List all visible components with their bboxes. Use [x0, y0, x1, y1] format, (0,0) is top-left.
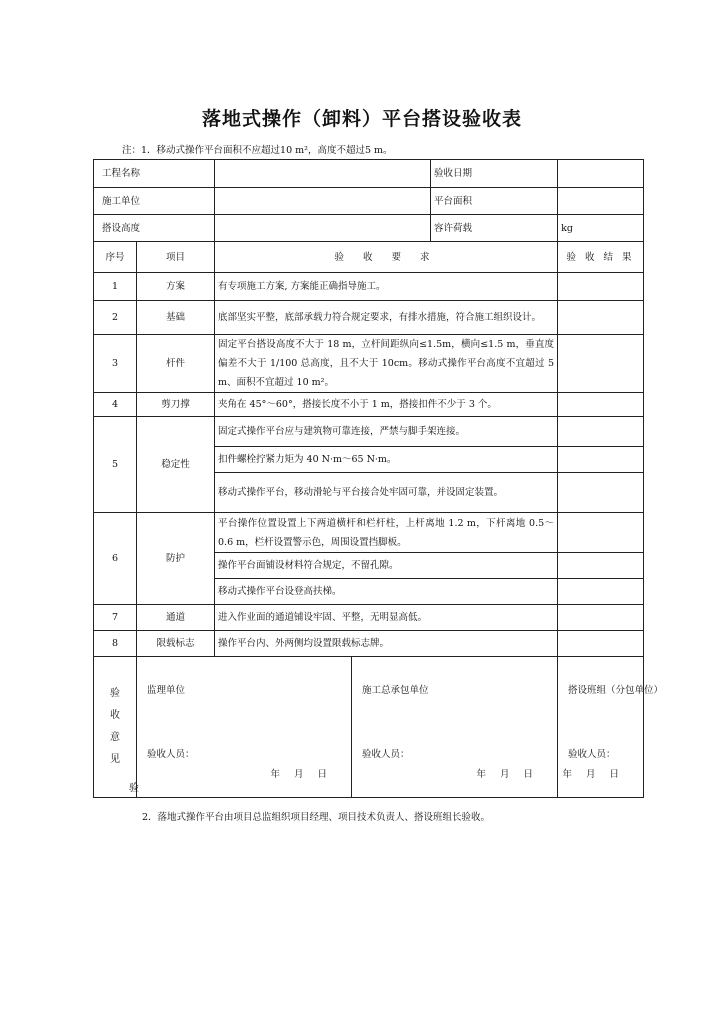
row-result[interactable] — [558, 605, 644, 631]
row-requirement: 有专项施工方案, 方案能正确指导施工。 — [215, 273, 558, 301]
check-row — [94, 393, 644, 417]
check-row — [94, 417, 644, 447]
team-inspector: 验收人员： — [568, 749, 616, 760]
erect-team-unit: 搭设班组（分包单位） — [568, 685, 664, 696]
row-item: 剪刀撑 — [137, 393, 215, 417]
row-result[interactable] — [558, 273, 644, 301]
platform-area-label: 平台面积 — [431, 188, 558, 215]
check-rows — [94, 273, 644, 657]
row-requirement: 操作平台内、外两侧均设置限载标志牌。 — [215, 631, 558, 657]
row-result[interactable] — [558, 579, 644, 605]
supervisor-unit: 监理单位 — [147, 685, 186, 696]
note-top: 注：1．移动式操作平台面积不应超过10 m²，高度不超过5 m。 — [122, 145, 393, 156]
check-row — [94, 273, 644, 301]
col-no-header: 序号 — [94, 242, 137, 273]
project-name-value[interactable] — [215, 160, 431, 188]
accept-date-value[interactable] — [558, 160, 644, 188]
row-no: 7 — [94, 605, 137, 631]
row-item: 通道 — [137, 605, 215, 631]
allowed-load-unit: kg — [558, 215, 644, 242]
check-row — [94, 513, 644, 553]
row-result[interactable] — [558, 417, 644, 447]
row-requirement: 扣件螺栓拧紧力矩为 40 N·m～65 N·m。 — [215, 447, 558, 473]
row-no: 1 — [94, 273, 137, 301]
contractor-inspector: 验收人员： — [362, 749, 410, 760]
col-result-header: 验 收 结 果 — [558, 242, 644, 273]
erect-height-label: 搭设高度 — [94, 215, 215, 242]
row-item: 防护 — [137, 513, 215, 605]
row-no: 2 — [94, 301, 137, 335]
form-grid — [93, 159, 664, 798]
opinion-label-cell — [94, 657, 137, 798]
row-result[interactable] — [558, 513, 644, 553]
opinion-label: 验收意见 — [110, 688, 120, 765]
form-wrapper — [93, 159, 664, 798]
row-requirement: 夹角在 45°～60°，搭接长度不小于 1 m，搭接扣件不少于 3 个。 — [215, 393, 558, 417]
contractor-label: 施工单位 — [94, 188, 215, 215]
col-item-header: 项目 — [137, 242, 215, 273]
row-requirement: 移动式操作平台，移动滑轮与平台接合处牢固可靠，并设固定装置。 — [215, 473, 558, 513]
row-no: 5 — [94, 417, 137, 513]
row-result[interactable] — [558, 335, 644, 393]
team-sign-cell[interactable] — [558, 657, 664, 798]
row-requirement: 移动式操作平台设登高扶梯。 — [215, 579, 558, 605]
check-row — [94, 335, 644, 393]
row-no: 8 — [94, 631, 137, 657]
row-requirement: 进入作业面的通道铺设牢固、平整，无明显高低。 — [215, 605, 558, 631]
row-item: 限载标志 — [137, 631, 215, 657]
row-result[interactable] — [558, 553, 644, 579]
row-no: 3 — [94, 335, 137, 393]
row-result[interactable] — [558, 447, 644, 473]
supervisor-sign-cell[interactable] — [137, 657, 352, 798]
row-item: 方案 — [137, 273, 215, 301]
row-requirement: 平台操作位置设置上下两道横杆和栏杆柱，上杆离地 1.2 m，下杆离地 0.5～0.6 m，栏杆设置警示色，周围设置挡脚板。 — [215, 513, 558, 553]
row-result[interactable] — [558, 473, 644, 513]
accept-date-label: 验收日期 — [431, 160, 558, 188]
note-bottom: 2．落地式操作平台由项目总监组织项目经理、项目技术负责人、搭设班组长验收。 — [142, 812, 491, 823]
row-result[interactable] — [558, 631, 644, 657]
stray-char: 验 — [129, 783, 139, 794]
row-no: 4 — [94, 393, 137, 417]
general-contractor-unit: 施工总承包单位 — [362, 685, 429, 696]
contractor-date: 年月日 — [476, 769, 548, 780]
platform-area-value[interactable] — [558, 188, 644, 215]
row-requirement: 固定平台搭设高度不大于 18 m，立杆间距纵向≤1.5m，横向≤1.5 m，垂直度偏差不大于 1/100 总高度，且不大于 10cm。移动式操作平台高度不宜超过 5 m、面积不宜超过 10 m²。 — [215, 335, 558, 393]
allowed-load-label: 容许荷载 — [431, 215, 558, 242]
row-item: 杆件 — [137, 335, 215, 393]
contractor-value[interactable] — [215, 188, 431, 215]
row-requirement: 底部坚实平整，底部承载力符合规定要求，有排水措施，符合施工组织设计。 — [215, 301, 558, 335]
check-row — [94, 605, 644, 631]
row-item: 稳定性 — [137, 417, 215, 513]
contractor-sign-cell[interactable] — [352, 657, 558, 798]
erect-height-value[interactable] — [215, 215, 431, 242]
row-no: 6 — [94, 513, 137, 605]
row-requirement: 操作平台面铺设材料符合规定，不留孔隙。 — [215, 553, 558, 579]
check-row — [94, 631, 644, 657]
row-result[interactable] — [558, 301, 644, 335]
team-date: 年月日 — [562, 769, 634, 780]
col-requirement-header: 验 收 要 求 — [215, 242, 558, 273]
supervisor-date: 年月日 — [270, 769, 342, 780]
row-requirement: 固定式操作平台应与建筑物可靠连接，严禁与脚手架连接。 — [215, 417, 558, 447]
supervisor-inspector: 验收人员： — [147, 749, 195, 760]
row-item: 基础 — [137, 301, 215, 335]
page-title: 落地式操作（卸料）平台搭设验收表 — [201, 108, 522, 130]
check-row — [94, 301, 644, 335]
project-name-label: 工程名称 — [94, 160, 215, 188]
row-result[interactable] — [558, 393, 644, 417]
